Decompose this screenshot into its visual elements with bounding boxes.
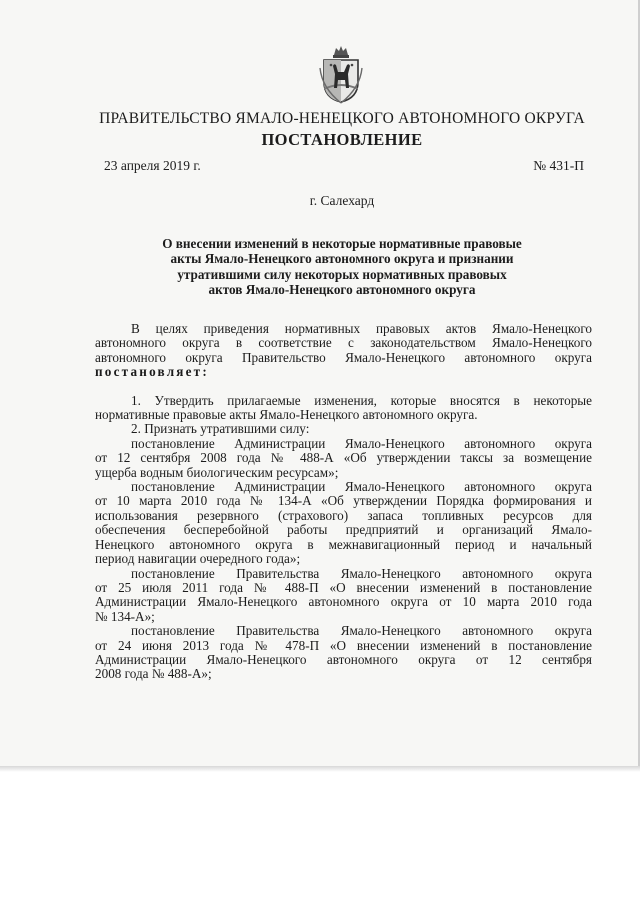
document-title xyxy=(98,236,586,297)
text-line: 2. Признать утратившими силу: xyxy=(131,421,310,437)
text-line: постановление Правительства Ямало-Ненецкого автономного округа xyxy=(131,565,592,581)
text-line: период навигации очередного года»; xyxy=(95,551,301,567)
text-line: от 24 июня 2013 года № 478-П «О внесении изменений в постановление xyxy=(95,637,592,653)
document-city: г. Салехард xyxy=(309,193,375,208)
text-line: использования резервного (страхового) запаса топливных ресурсов для xyxy=(95,507,592,523)
text-line: постановление Администрации Ямало-Ненецкого автономного округа xyxy=(131,479,592,495)
text-line: автономного округа Правительство Ямало-Ненецкого автономного округа xyxy=(95,349,592,365)
paragraph-gap xyxy=(95,380,592,394)
text-line: 2008 года № 488-А»; xyxy=(95,666,212,682)
document-body xyxy=(95,322,592,682)
text-line: Администрации Ямало-Ненецкого автономного округа от 10 марта 2010 года xyxy=(95,594,592,610)
repealed-act-paragraph xyxy=(95,437,592,480)
title-line: утратившими силу некоторых нормативных правовых xyxy=(177,266,507,282)
repealed-act-paragraph xyxy=(95,480,592,566)
preamble-paragraph xyxy=(95,322,592,380)
yamal-nenets-coat-of-arms-icon xyxy=(318,44,364,104)
title-line: актов Ямало-Ненецкого автономного округа xyxy=(208,281,476,297)
text-line: постановление Правительства Ямало-Ненецкого автономного округа xyxy=(131,623,592,639)
text-line: от 10 марта 2010 года № 134-А «Об утверждении Порядка формирования и xyxy=(95,493,592,509)
title-line: О внесении изменений в некоторые нормативные правовые xyxy=(162,236,522,251)
item-1-paragraph xyxy=(95,394,592,423)
text-line: В целях приведения нормативных правовых актов Ямало-Ненецкого xyxy=(131,321,592,336)
text-line: Администрации Ямало-Ненецкого автономного округа от 12 сентября xyxy=(95,651,592,667)
organization-name: ПРАВИТЕЛЬСТВО ЯМАЛО-НЕНЕЦКОГО АВТОНОМНОГО ОКРУГА xyxy=(99,110,585,127)
text-line: от 12 сентября 2008 года № 488-А «Об утверждении таксы за возмещение xyxy=(95,450,592,466)
text-line: 1. Утвердить прилагаемые изменения, которые вносятся в некоторые xyxy=(131,392,592,408)
resolves-word: постановляет: xyxy=(95,364,209,380)
repealed-act-paragraph xyxy=(95,567,592,625)
text-line: от 25 июля 2011 года № 488-П «О внесении изменений в постановление xyxy=(95,579,592,595)
scan-shadow xyxy=(0,766,640,772)
text-line: нормативные правовые акты Ямало-Ненецкого автономного округа. xyxy=(95,407,478,423)
title-line: акты Ямало-Ненецкого автономного округа и признании xyxy=(170,251,514,267)
text-line: ущерба водным биологическим ресурсам»; xyxy=(95,464,339,480)
text-line: Ненецкого автономного округа в межнавигационный период и начальный xyxy=(95,536,592,552)
text-line: обеспечения бесперебойной работы предприятий и организаций Ямало- xyxy=(95,522,592,538)
document-type: ПОСТАНОВЛЕНИЕ xyxy=(261,130,423,149)
document-number: № 431-П xyxy=(533,158,584,173)
item-2-heading xyxy=(95,422,592,436)
text-line: № 134-А»; xyxy=(95,608,155,624)
document-date: 23 апреля 2019 г. xyxy=(104,158,201,173)
repealed-act-paragraph xyxy=(95,624,592,682)
text-line: постановление Администрации Ямало-Ненецкого автономного округа xyxy=(131,435,592,451)
text-line: автономного округа в соответствие с законодательством Ямало-Ненецкого xyxy=(95,335,592,351)
